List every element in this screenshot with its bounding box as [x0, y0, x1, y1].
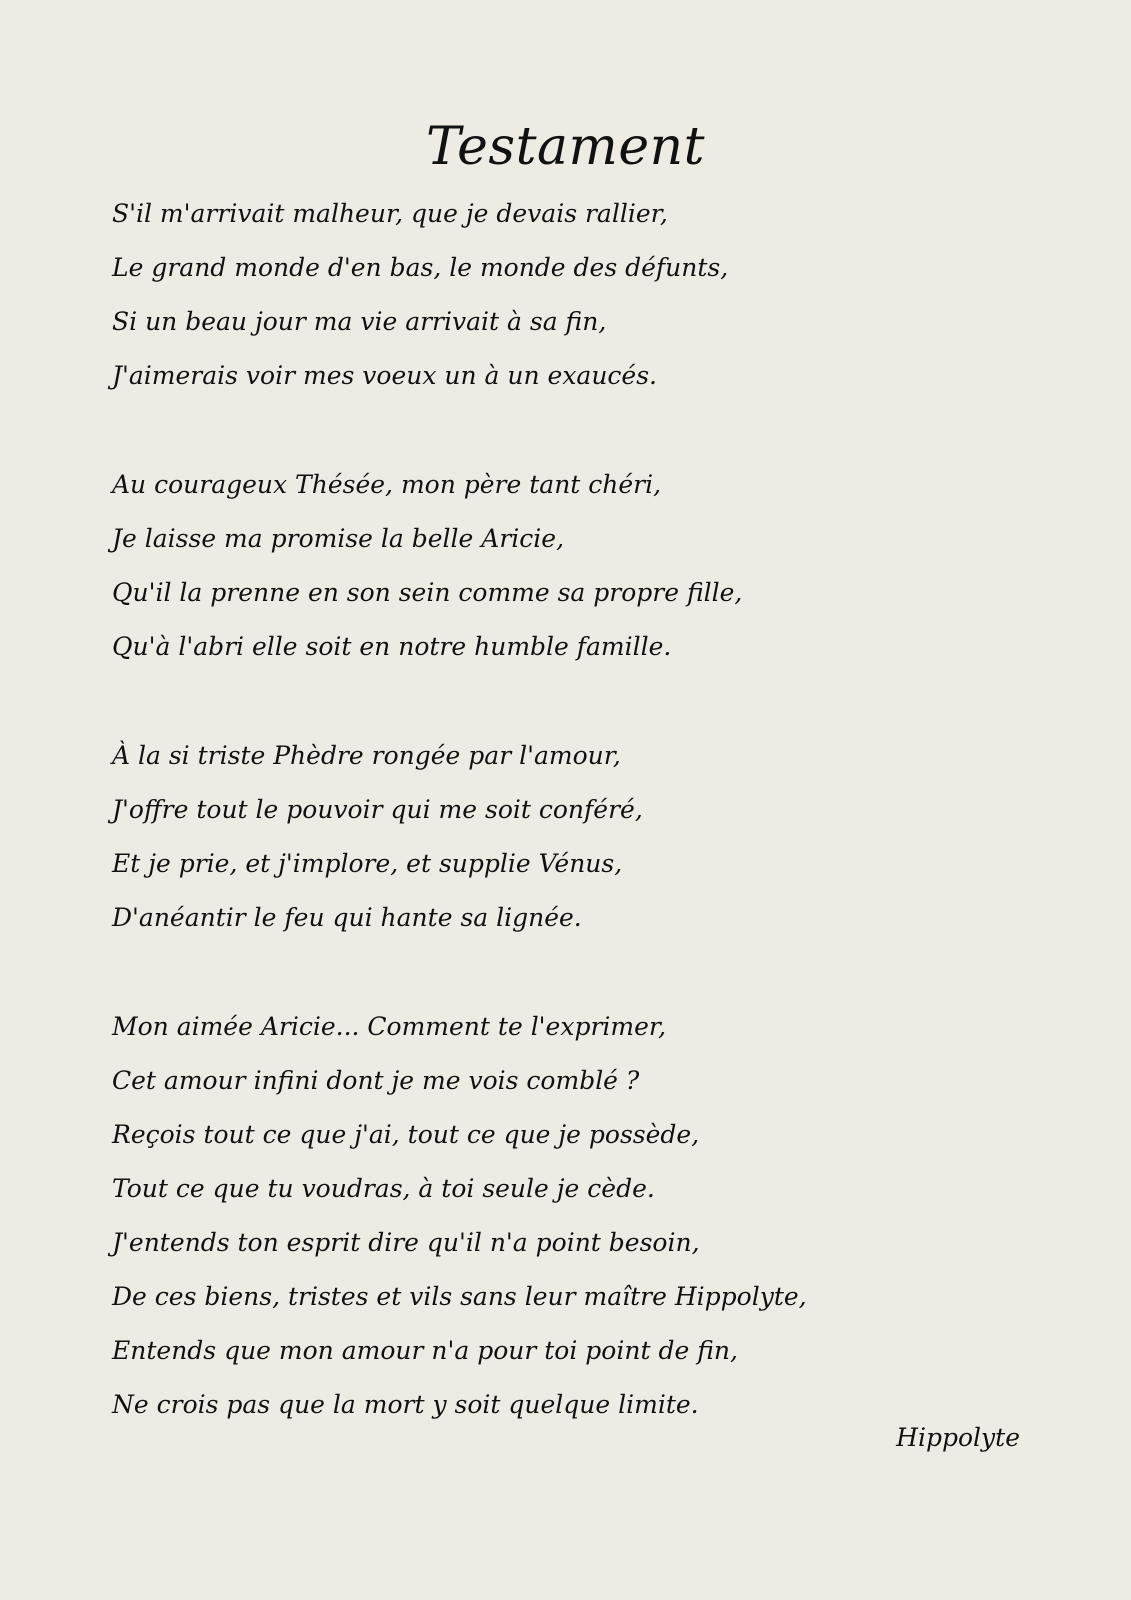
verse-line: Au courageux Thésée, mon père tant chéri, — [112, 470, 662, 499]
verse-line: J'offre tout le pouvoir qui me soit conféré, — [112, 795, 643, 824]
verse-line: Le grand monde d'en bas, le monde des défunts, — [112, 253, 729, 282]
stanza-2 — [112, 458, 1012, 674]
verse-line: Cet amour infini dont je me vois comblé ? — [112, 1066, 640, 1095]
verse-line: Reçois tout ce que j'ai, tout ce que je possède, — [112, 1120, 700, 1149]
verse-line: D'anéantir le feu qui hante sa lignée. — [112, 903, 582, 932]
stanza-4 — [112, 1000, 1012, 1432]
poem-title: Testament — [426, 117, 705, 177]
verse-line: Qu'à l'abri elle soit en notre humble famille. — [112, 632, 672, 661]
verse-line: Tout ce que tu voudras, à toi seule je cède. — [112, 1174, 655, 1203]
verse-line: S'il m'arrivait malheur, que je devais rallier, — [112, 199, 668, 228]
stanza-3 — [112, 729, 1012, 945]
verse-line: De ces biens, tristes et vils sans leur maître Hippolyte, — [112, 1282, 807, 1311]
verse-line: J'aimerais voir mes voeux un à un exaucés. — [112, 361, 658, 390]
verse-line: Et je prie, et j'implore, et supplie Vénus, — [112, 849, 623, 878]
verse-line: Qu'il la prenne en son sein comme sa propre fille, — [112, 578, 743, 607]
verse-line: Je laisse ma promise la belle Aricie, — [112, 524, 565, 553]
verse-line: J'entends ton esprit dire qu'il n'a point besoin, — [112, 1228, 700, 1257]
verse-line: Ne crois pas que la mort y soit quelque limite. — [112, 1390, 699, 1419]
verse-line: Si un beau jour ma vie arrivait à sa fin, — [112, 307, 607, 336]
verse-line: Entends que mon amour n'a pour toi point de fin, — [112, 1336, 738, 1365]
verse-line: Mon aimée Aricie... Comment te l'exprimer, — [112, 1012, 667, 1041]
stanza-1 — [112, 187, 1012, 403]
signature: Hippolyte — [896, 1423, 1020, 1452]
verse-line: À la si triste Phèdre rongée par l'amour, — [112, 741, 621, 770]
